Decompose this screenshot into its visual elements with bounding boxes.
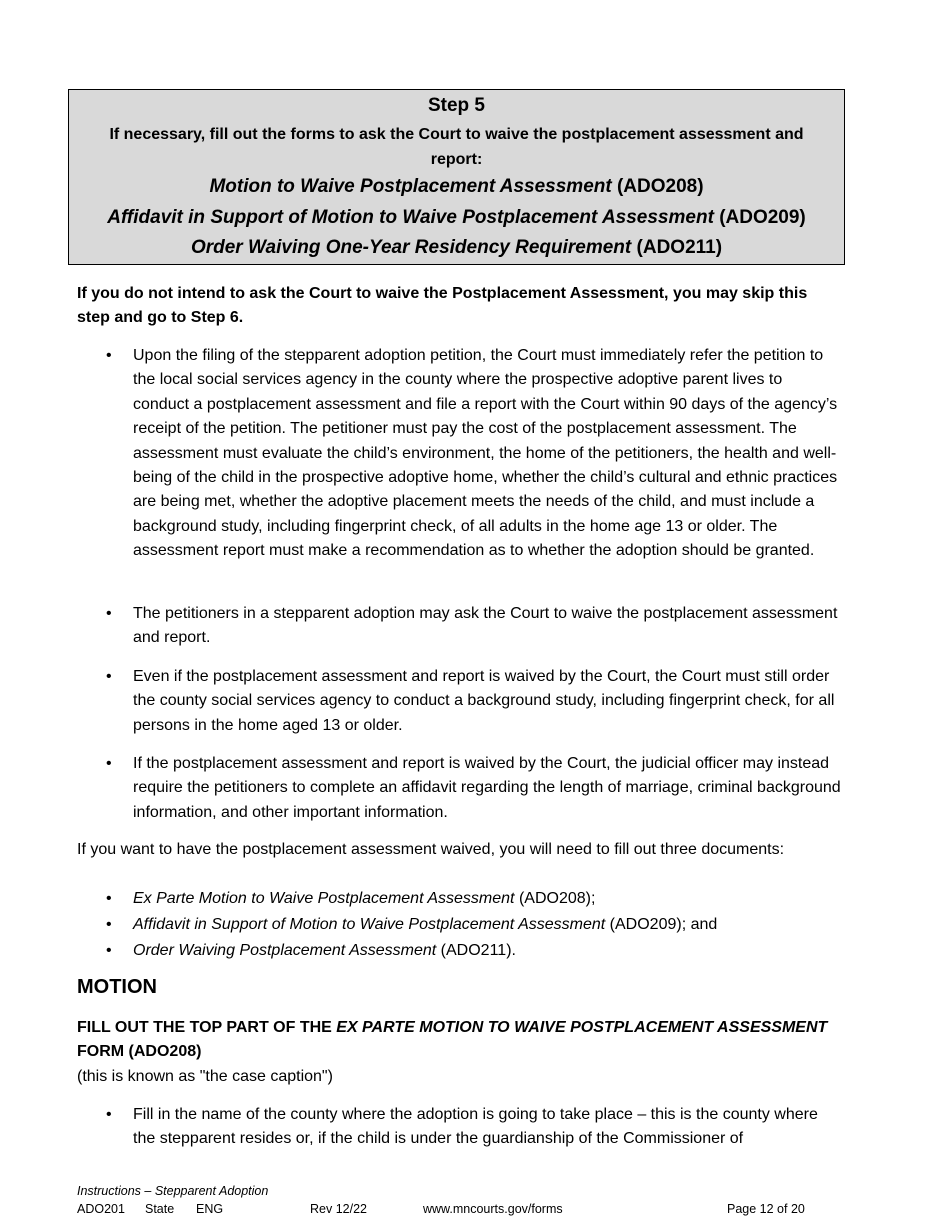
- step-5-box: [68, 89, 845, 265]
- bullet-marker: •: [106, 605, 112, 622]
- bullet-text-referral: Upon the filing of the stepparent adoption petition, the Court must immediately refer the petition to the local social services agency in the county where the prospective adoptive parent lives to conduct a postplacement assessment and file a report with the Court within 90 days of the agency’s receipt of the petition. The petitioner must pay the cost of the postplacement assessment. The assessment must evaluate the child’s environment, the home of the petitioners, the health and well-being of the child in the prospective adoptive home, whether the child’s cultural and ethnic practices are being met, whether the adoptive placement meets the needs of the child, and must include a background study, including fingerprint check, of all adults in the home age 13 or older. The assessment report must make a recommendation as to whether the adoption should be granted.: [133, 347, 838, 560]
- fill-out-heading: FILL OUT THE TOP PART OF THE EX PARTE MOTION TO WAIVE POSTPLACEMENT ASSESSMENT FORM (ADO208): [77, 1019, 828, 1060]
- footer-url: www.mncourts.gov/forms: [423, 1202, 563, 1216]
- step-subtitle: If necessary, fill out the forms to ask the Court to waive the postplacement assessment and report:: [109, 126, 804, 168]
- bullet-marker: •: [106, 1106, 112, 1123]
- bullet-text-background-study: Even if the postplacement assessment and report is waived by the Court, the Court must still order the county social services agency to conduct a background study, including fingerprint check, for all persons in the home aged 13 or older.: [133, 668, 835, 734]
- bullet-marker: •: [106, 347, 112, 364]
- document-item-ado211: Order Waiving Postplacement Assessment (ADO211).: [133, 942, 516, 959]
- footer-revision: Rev 12/22: [310, 1202, 367, 1216]
- bullet-text-county: Fill in the name of the county where the adoption is going to take place – this is the county where the stepparent resides or, if the child is under the guardianship of the Commissioner of: [133, 1106, 818, 1148]
- bullet-text-affidavit: If the postplacement assessment and report is waived by the Court, the judicial officer may instead require the petitioners to complete an affidavit regarding the length of marriage, criminal background information, and other important information.: [133, 755, 841, 821]
- footer-form-code: ADO201: [77, 1202, 125, 1216]
- footer-page-number: Page 12 of 20: [727, 1202, 805, 1216]
- step-form-ado211: Order Waiving One-Year Residency Requirement (ADO211): [190, 237, 723, 258]
- bullet-text-waive-request: The petitioners in a stepparent adoption may ask the Court to waive the postplacement assessment and report.: [133, 605, 838, 647]
- documents-intro: If you want to have the postplacement assessment waived, you will need to fill out three documents:: [77, 841, 785, 858]
- bullet-marker: •: [106, 668, 112, 685]
- intro-text: If you do not intend to ask the Court to waive the Postplacement Assessment, you may skip this step and go to Step 6.: [77, 285, 808, 326]
- document-item-ado209: Affidavit in Support of Motion to Waive Postplacement Assessment (ADO209); and: [133, 916, 718, 933]
- footer-state: State: [145, 1202, 175, 1216]
- footer-title: Instructions – Stepparent Adoption: [77, 1184, 269, 1198]
- bullet-marker: •: [106, 942, 112, 959]
- bullet-marker: •: [106, 916, 112, 933]
- footer-language: ENG: [196, 1202, 224, 1216]
- bullet-marker: •: [106, 890, 112, 907]
- bullet-marker: •: [106, 755, 112, 772]
- step-form-ado209: Affidavit in Support of Motion to Waive Postplacement Assessment (ADO209): [107, 207, 806, 228]
- case-caption-note: (this is known as "the case caption"): [77, 1068, 333, 1085]
- document-item-ado208: Ex Parte Motion to Waive Postplacement Assessment (ADO208);: [133, 890, 596, 907]
- motion-heading: MOTION: [77, 976, 157, 998]
- step-title: Step 5: [427, 95, 486, 116]
- step-form-ado208: Motion to Waive Postplacement Assessment (ADO208): [209, 176, 704, 197]
